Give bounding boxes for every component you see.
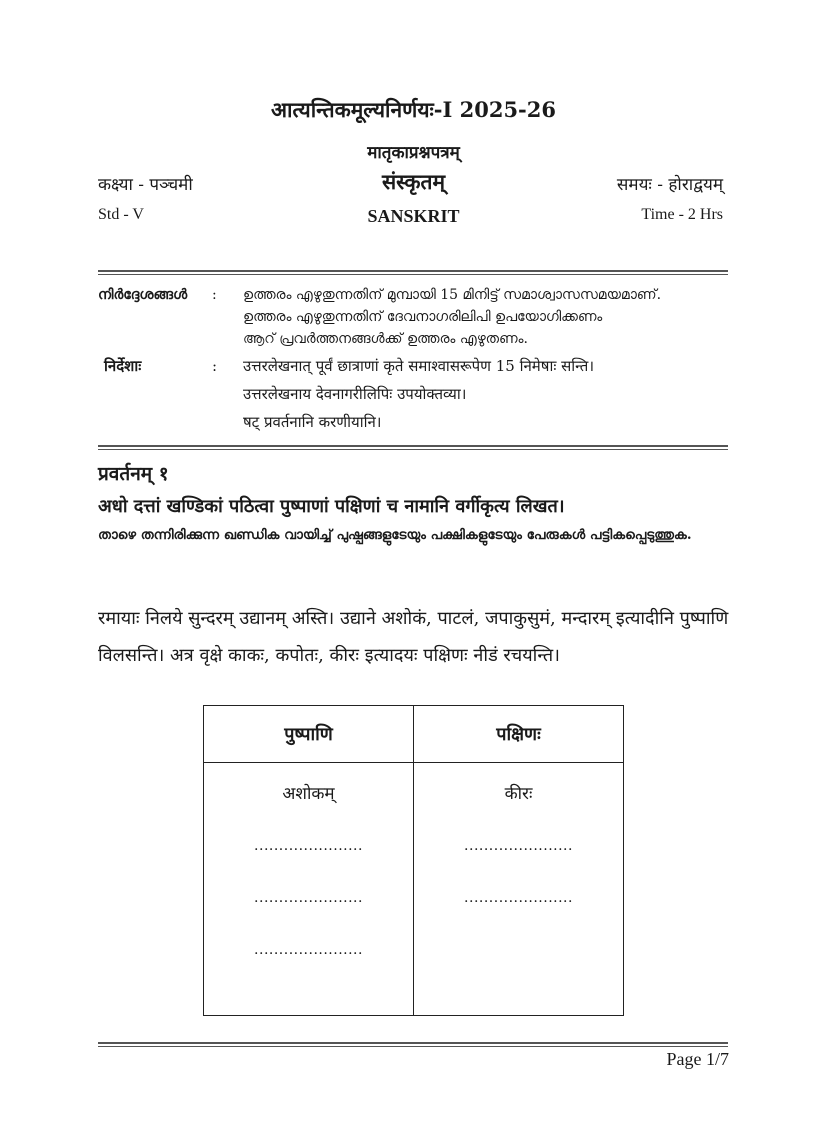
question-instruction-malayalam: താഴെ തന്നിരിക്കുന്ന ഖണ്ഡിക വായിച്ച് പുഷ്പങ്ങളുടേയും പക്ഷികളുടേയും പേരുകൾ പട്ടികപ്പെടുത്തുക.: [98, 527, 692, 543]
instruction-line: षट् प्रवर्तनानि करणीयानि।: [243, 413, 382, 431]
instruction-line: उत्तरलेखनाय देवनागरीलिपिः उपयोक्तव्या।: [243, 385, 467, 403]
exam-title: आत्यन्तिकमूल्यनिर्णयः-I 2025-26: [270, 97, 556, 122]
answer-blank[interactable]: ......................: [464, 838, 573, 854]
class-label-devanagari: कक्ष्या - पञ्चमी: [98, 175, 193, 195]
question-passage: रमायाः निलये सुन्दरम् उद्यानम् अस्ति। उद्याने अशोकं, पाटलं, जपाकुसुमं, मन्दारम् इत्यादीनि पुष्पाणि विलसन्ति। अत्र वृक्षे काकः, कपोतः, कीरः इत्यादयः पक्षिणः नीडं रचयन्ति।: [98, 608, 729, 666]
instructions-divider: [98, 445, 728, 447]
class-label-english: Std - V: [98, 206, 144, 223]
instructions-sanskrit: [243, 352, 733, 436]
instructions-label-malayalam: നിർദ്ദേശങ്ങൾ: [98, 287, 188, 303]
time-label-english: Time - 2 Hrs: [641, 206, 723, 223]
page-number: Page 1/7: [666, 1049, 729, 1069]
answer-blank[interactable]: ......................: [254, 890, 363, 906]
subject-devanagari: संस्कृतम्: [381, 169, 446, 194]
instruction-line: ഉത്തരം എഴുതുന്നതിന് ദേവനാഗരിലിപി ഉപയോഗിക്കണം: [243, 309, 603, 325]
footer-divider: [98, 1042, 728, 1044]
example-flower: अशोकम्: [282, 784, 335, 804]
top-divider: [98, 270, 728, 272]
instruction-line: ആറ് പ്രവർത്തനങ്ങൾക്ക് ഉത്തരം എഴുതണം.: [243, 331, 528, 347]
answer-blank[interactable]: ......................: [254, 838, 363, 854]
instructions-colon: :: [212, 357, 218, 375]
flowers-column: [204, 763, 414, 1016]
paper-title: मातृकाप्रश्नपत्रम्: [367, 143, 460, 163]
subject-english: SANSKRIT: [367, 206, 460, 226]
question-instruction-sanskrit: अधो दत्तां खण्डिकां पठित्वा पुष्पाणां पक्षिणां च नामानि वर्गीकृत्य लिखत।: [98, 496, 565, 517]
answer-blank[interactable]: ......................: [254, 942, 363, 958]
birds-column: [414, 763, 624, 1016]
column-header-flowers: पुष्पाणि: [204, 706, 414, 763]
answer-blank[interactable]: ......................: [464, 890, 573, 906]
question-heading: प्रवर्तनम् १: [98, 463, 169, 485]
time-label-devanagari: समयः - होराद्वयम्: [616, 175, 723, 195]
instructions-colon: :: [212, 287, 217, 303]
instructions-malayalam: [243, 284, 733, 350]
answer-table: [203, 705, 624, 1016]
instructions-label-sanskrit: निर्देशाः: [104, 357, 142, 375]
instruction-line: उत्तरलेखनात् पूर्वं छात्राणां कृते समाश्वासरूपेण 15 निमेषाः सन्ति।: [243, 357, 595, 375]
instruction-line: ഉത്തരം എഴുതുന്നതിന് മുമ്പായി 15 മിനിട്ട് സമാശ്വാസസമയമാണ്.: [243, 287, 662, 303]
column-header-birds: पक्षिणः: [414, 706, 624, 763]
example-bird: कीरः: [504, 784, 533, 804]
